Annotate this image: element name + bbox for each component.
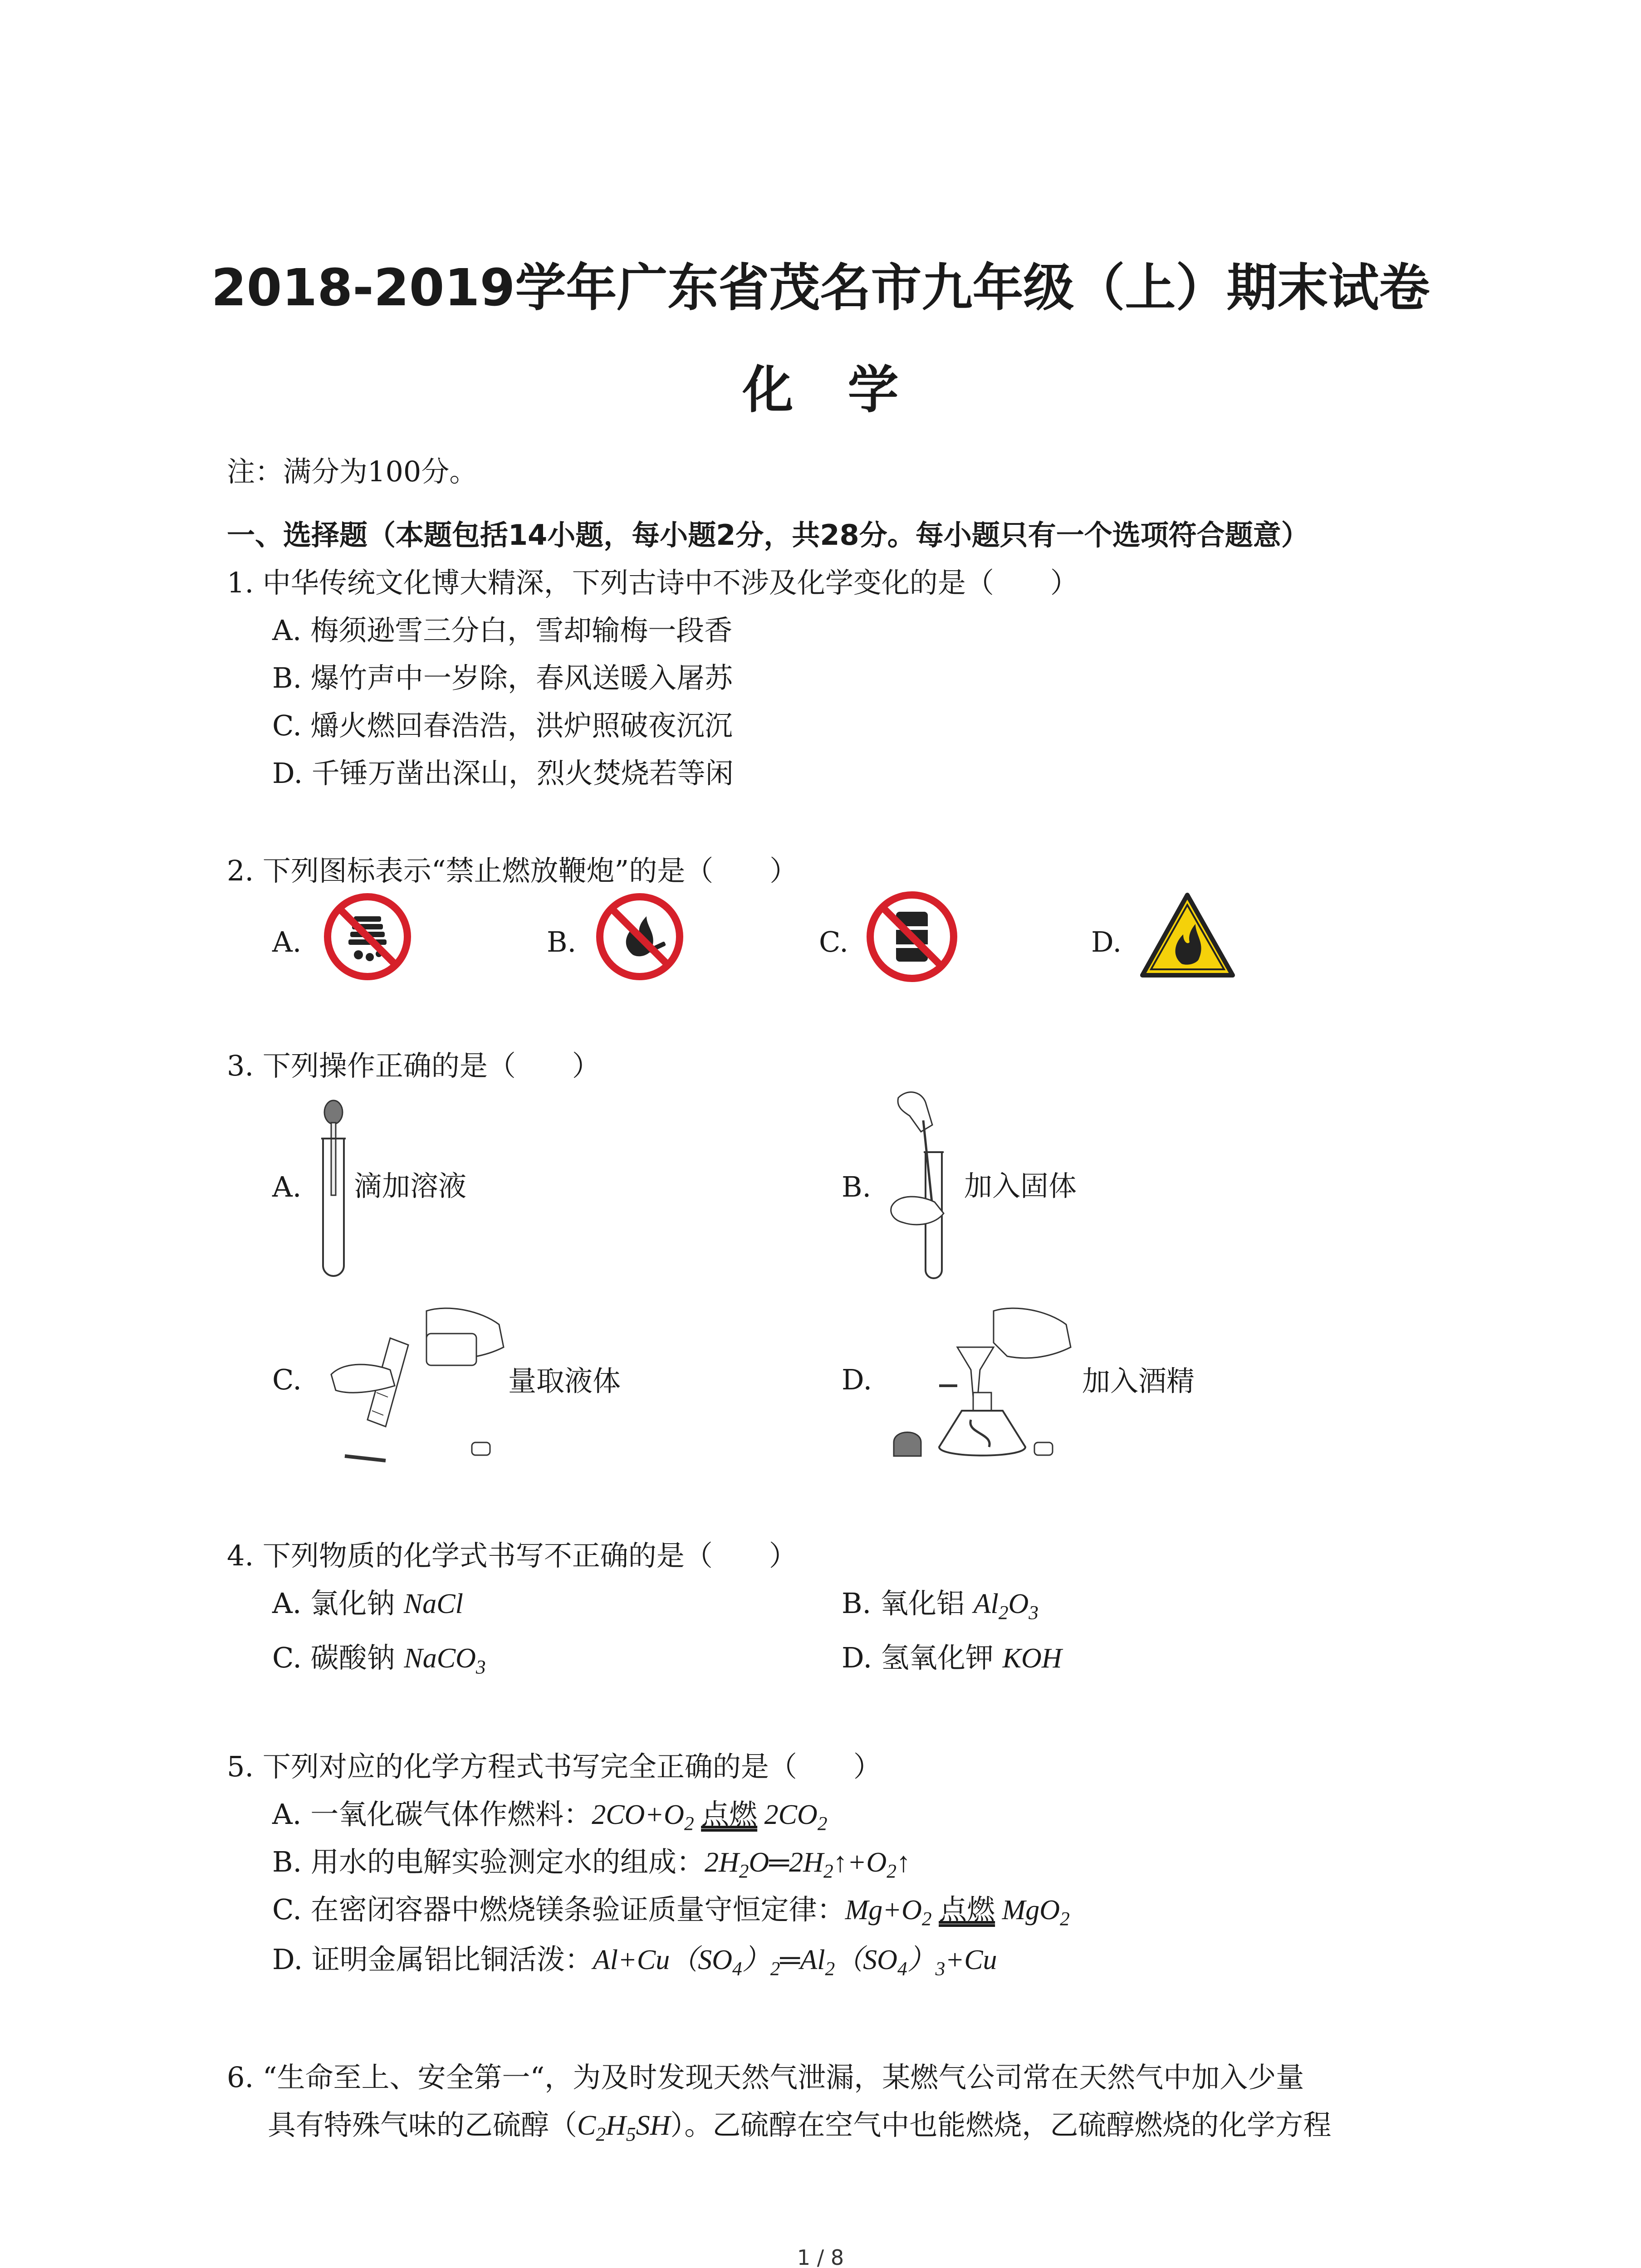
option-d-text: D. 氢氧化钾 [842,1641,994,1674]
question-4-option-a [272,1585,463,1622]
formula-b: $Al_2O_3$ [973,1589,1038,1624]
option-b-text: B. 用水的电解实验测定水的组成： [272,1845,705,1878]
question-1-option-c: C. 爝火燃回春浩浩，洪炉照破夜沉沉 [272,709,733,742]
equation-a: $2CO+O_2$ 点燃 $2CO_2$ [592,1799,828,1835]
question-5-option-d [272,1941,997,1987]
question-3-caption-b: 加入固体 [964,1169,1077,1202]
solid-into-test-tube-illustration [889,1089,971,1288]
formula-c: NaCO$_3$ [404,1643,486,1678]
question-3-caption-c: 量取液体 [508,1364,621,1398]
question-1-stem: 1. 中华传统文化博大精深，下列古诗中不涉及化学变化的是（ ） [227,566,1078,599]
question-4-stem: 4. 下列物质的化学式书写不正确的是（ ） [227,1539,797,1572]
score-note: 注：满分为100分。 [227,455,478,488]
adding-alcohol-illustration [889,1306,1080,1479]
option-c-text: C. 碳酸钠 [272,1641,395,1674]
question-3-label-d: D. [842,1363,872,1396]
question-4-option-c [272,1640,486,1685]
question-1-option-b: B. 爆竹声中一岁除，春风送暖入屠苏 [272,661,733,694]
question-2-label-d: D. [1091,925,1122,958]
question-2-stem: 2. 下列图标表示“禁止燃放鞭炮”的是（ ） [227,854,798,887]
question-6-line-2 [268,2107,1331,2152]
option-a-text: A. 一氧化碳气体作燃料： [272,1798,592,1831]
question-3-label-c: C. [272,1363,302,1396]
question-1-option-d: D. 千锤万凿出深山，烈火焚烧若等闲 [272,757,734,790]
formula-d: KOH [1002,1643,1062,1674]
measuring-liquid-illustration [318,1306,513,1479]
question-2-label-c: C. [819,925,848,958]
option-b-text: B. 氧化铝 [842,1587,965,1620]
question-5-option-a [272,1796,828,1842]
question-4-option-d [842,1640,1062,1677]
question-3-stem: 3. 下列操作正确的是（ ） [227,1049,600,1082]
equation-c: $Mg+O_2$ 点燃 MgO$_2$ [845,1895,1070,1930]
question-6-line-1: 6. “生命至上、安全第一“，为及时发现天然气泄漏，某燃气公司常在天然气中加入少量 [227,2061,1304,2094]
dropper-test-tube-illustration [313,1098,354,1284]
option-d-text: D. 证明金属铝比铜活泼： [272,1943,593,1976]
subject-title: 化学 [742,361,953,420]
page-number: 1 / 8 [797,2245,844,2268]
question-3-label-a: A. [272,1170,302,1203]
question-6-text-a: 具有特殊气味的乙硫醇（ [268,2108,578,2141]
equation-b: $2H_2O═2H_2↑+O_2↑$ [704,1847,911,1882]
question-5-option-b [272,1844,911,1889]
equation-d: $Al+Cu(SO_4)_2═Al_2(SO_4)_3+Cu$ [593,1945,997,1980]
no-open-flame-icon [594,891,685,982]
section-heading: 一、选择题（本题包括14小题，每小题2分，共28分。每小题只有一个选项符合题意） [227,518,1309,552]
no-firecracker-icon [322,891,413,982]
question-5-option-c [272,1892,1070,1937]
question-3-label-b: B. [842,1170,872,1203]
question-3-caption-a: 滴加溶液 [354,1169,467,1202]
question-5-stem: 5. 下列对应的化学方程式书写完全正确的是（ ） [227,1750,882,1783]
question-2-label-b: B. [547,925,577,958]
formula-a: NaCl [403,1589,463,1619]
flammable-warning-icon [1139,891,1236,980]
option-a-text: A. 氯化钠 [272,1587,395,1620]
exam-title: 2018-2019学年广东省茂名市九年级（上）期末试卷 [211,259,1430,318]
question-6-text-b: ）。乙硫醇在空气中也能燃烧，乙硫醇燃烧的化学方程 [670,2108,1332,2141]
question-4-option-b [842,1585,1038,1631]
no-fuel-barrel-icon [864,889,960,984]
question-2-label-a: A. [272,925,302,958]
question-3-caption-d: 加入酒精 [1082,1364,1195,1398]
question-1-option-a: A. 梅须逊雪三分白，雪却输梅一段香 [272,614,733,647]
formula-ethanethiol: $C_2H_5SH$ [577,2110,671,2146]
option-c-text: C. 在密闭容器中燃烧镁条验证质量守恒定律： [272,1893,845,1926]
